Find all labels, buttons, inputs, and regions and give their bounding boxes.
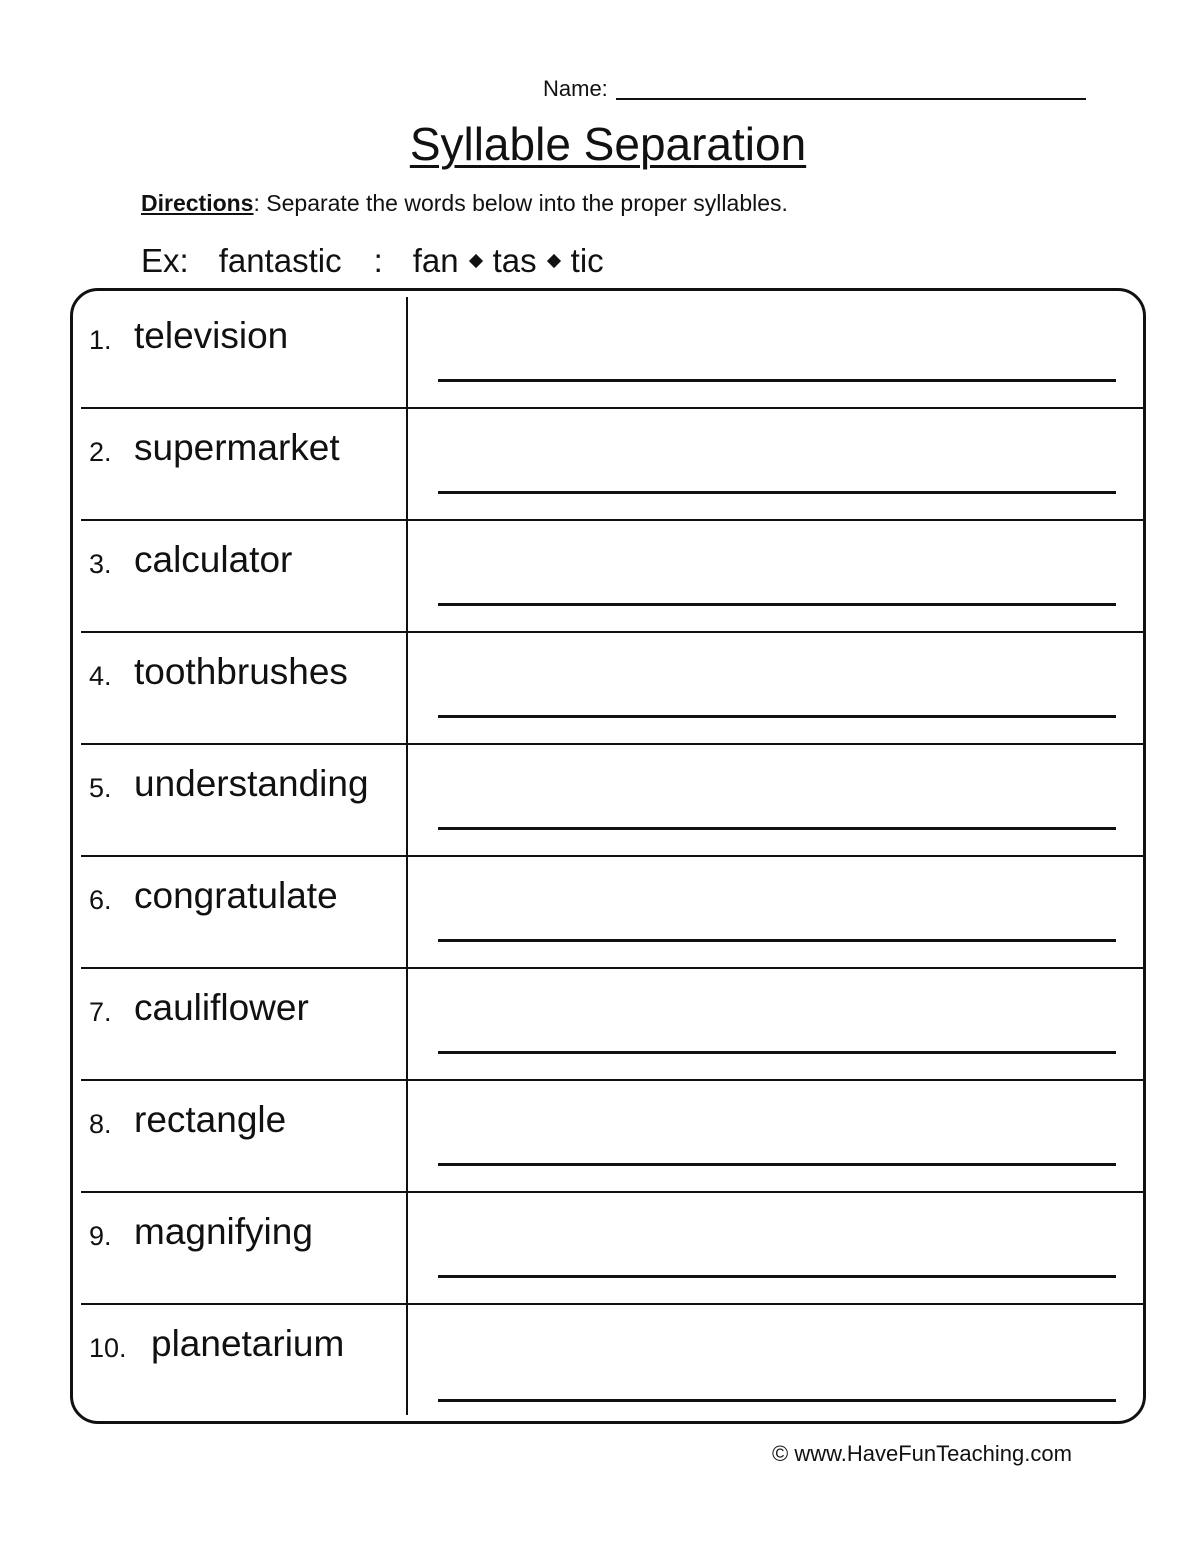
- item-number: 5.: [89, 773, 112, 803]
- item-word: television: [134, 315, 289, 356]
- copyright-footer: © www.HaveFunTeaching.com: [772, 1441, 1072, 1466]
- diamond-separator-icon: [547, 254, 561, 268]
- diamond-separator-icon: [469, 254, 483, 268]
- example-word: fantastic: [218, 242, 342, 279]
- item-number: 9.: [89, 1221, 112, 1251]
- name-field-line[interactable]: [616, 98, 1086, 100]
- page-title: Syllable Separation: [409, 118, 807, 170]
- item-number: 1.: [89, 325, 112, 355]
- example-colon: :: [373, 242, 383, 279]
- answer-line[interactable]: [438, 603, 1116, 606]
- example-syllable: tas: [492, 242, 537, 279]
- worksheet-row: [81, 857, 1143, 969]
- answer-line[interactable]: [438, 715, 1116, 718]
- item-word: understanding: [134, 763, 369, 804]
- item-number: 3.: [89, 549, 112, 579]
- example-row: [141, 240, 604, 282]
- example-syllable: fan: [412, 242, 459, 279]
- worksheet-row: [81, 521, 1143, 633]
- example-syllable: tic: [570, 242, 604, 279]
- worksheet-row: [81, 409, 1143, 521]
- item-word: congratulate: [134, 875, 338, 916]
- answer-line[interactable]: [438, 1163, 1116, 1166]
- item-number: 7.: [89, 997, 112, 1027]
- item-number: 8.: [89, 1109, 112, 1139]
- worksheet-row: [81, 297, 1143, 409]
- worksheet-row: [81, 1305, 1143, 1417]
- item-word: planetarium: [151, 1323, 345, 1364]
- worksheet-table: [70, 288, 1146, 1424]
- item-word: magnifying: [134, 1211, 313, 1252]
- name-row: [543, 72, 1103, 102]
- item-number: 10.: [89, 1333, 127, 1363]
- item-word: cauliflower: [134, 987, 309, 1028]
- answer-line[interactable]: [438, 379, 1116, 382]
- item-number: 6.: [89, 885, 112, 915]
- answer-line[interactable]: [438, 827, 1116, 830]
- answer-line[interactable]: [438, 491, 1116, 494]
- directions-label: Directions: [141, 190, 254, 216]
- item-word: toothbrushes: [134, 651, 348, 692]
- item-word: supermarket: [134, 427, 340, 468]
- worksheet-row: [81, 745, 1143, 857]
- answer-line[interactable]: [438, 1399, 1116, 1402]
- worksheet-row: [81, 1081, 1143, 1193]
- answer-line[interactable]: [438, 939, 1116, 942]
- item-word: rectangle: [134, 1099, 287, 1140]
- item-number: 2.: [89, 437, 112, 467]
- worksheet-row: [81, 633, 1143, 745]
- answer-line[interactable]: [438, 1275, 1116, 1278]
- directions: [141, 188, 788, 218]
- answer-line[interactable]: [438, 1051, 1116, 1054]
- item-number: 4.: [89, 661, 112, 691]
- example-label: Ex:: [141, 242, 189, 279]
- name-label: Name:: [543, 76, 608, 101]
- item-word: calculator: [134, 539, 293, 580]
- worksheet-row: [81, 1193, 1143, 1305]
- directions-text: : Separate the words below into the proper syllables.: [253, 190, 788, 216]
- worksheet-row: [81, 969, 1143, 1081]
